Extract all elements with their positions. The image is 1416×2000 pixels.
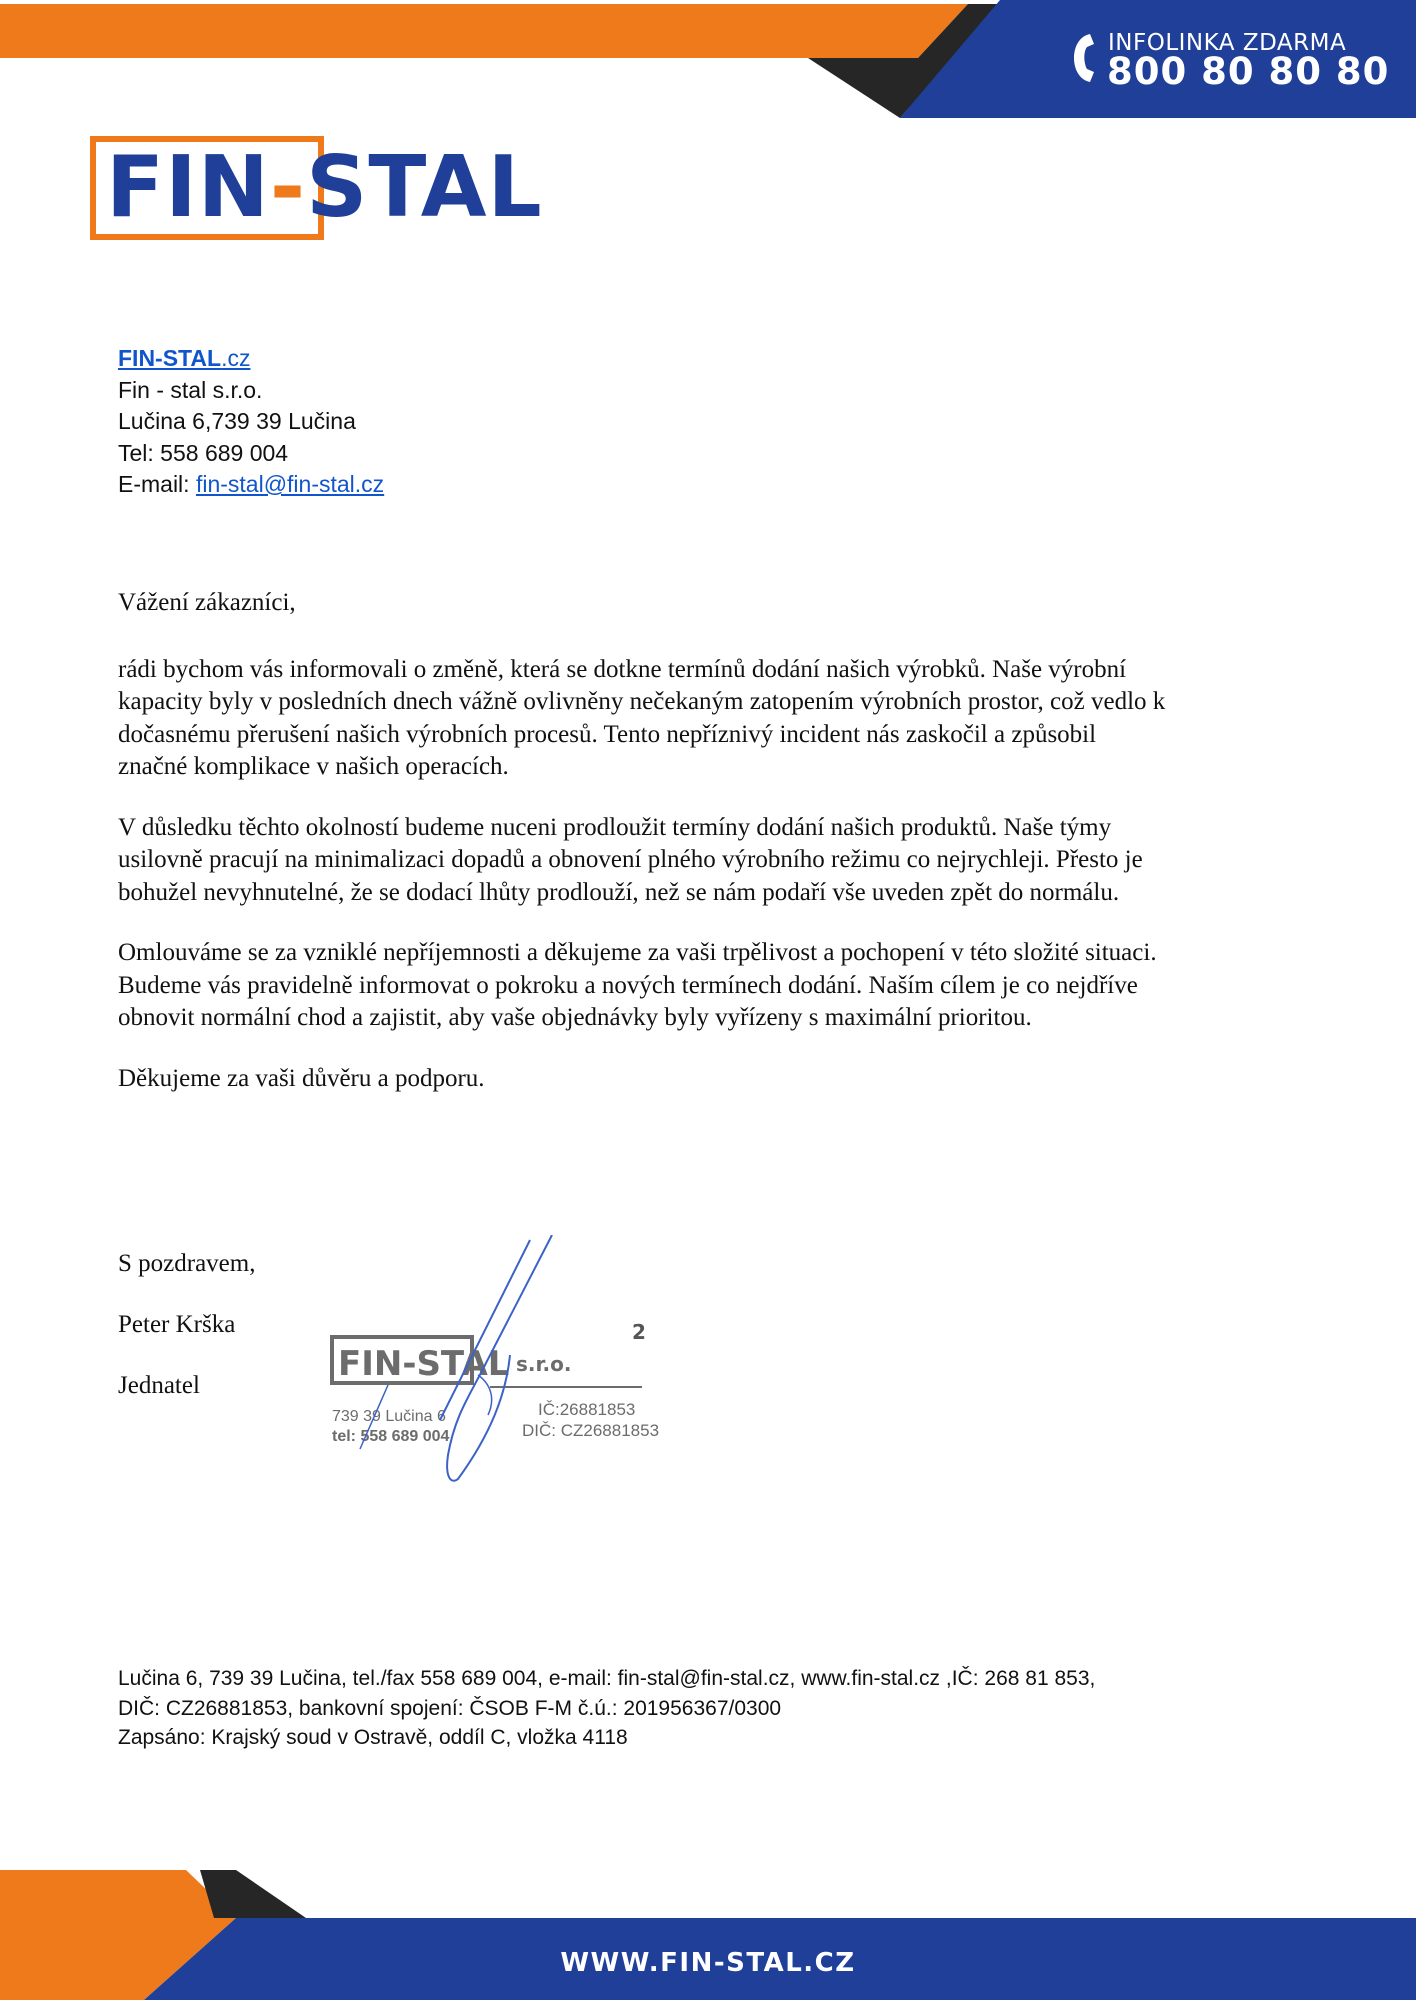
company-logo: FIN-STAL xyxy=(106,138,543,237)
infoline-label: INFOLINKA ZDARMA xyxy=(1108,30,1347,56)
footer-line: Lučina 6, 739 39 Lučina, tel./fax 558 689 004, e-mail: fin-stal@fin-stal.cz, www.fin-stal.cz ,IČ: 268 81 853, xyxy=(118,1667,1096,1690)
footer-line: Zapsáno: Krajský soud v Ostravě, oddíl C, vložka 4118 xyxy=(118,1726,628,1749)
letter-paragraph: Děkujeme za vaši důvěru a podporu. xyxy=(118,1064,485,1092)
letter-paragraph: Omlouváme se za vzniklé nepříjemnosti a děkujeme za vaši trpělivost a pochopení v této složité situaci. Budeme vás pravidelně informovat o pokroku a nových termínech dodání. Naším cílem je co nejdříve obnovit normální chod a zajistit, aby vaše objednávky byly vyřízeny s maximální prioritou. xyxy=(118,939,1157,1031)
letter-paragraph: rádi bychom vás informovali o změně, která se dotkne termínů dodání našich výrobků. Naše výrobní kapacity byly v posledních dnech vážně ovlivněny nečekaným zatopením výrobních prostor, což vedlo k dočasnému přerušení našich výrobních procesů. Tento nepříznivý incident nás zaskočil a způsobil značné komplikace v našich operacích. xyxy=(118,655,1166,780)
svg-text:FIN-STAL: FIN-STAL xyxy=(338,1344,510,1384)
svg-text:DIČ: CZ26881853: DIČ: CZ26881853 xyxy=(522,1421,660,1440)
letter-greeting: Vážení zákazníci, xyxy=(118,589,296,616)
letter-closing: S pozdravem, xyxy=(118,1250,256,1277)
company-phone: Tel: 558 689 004 xyxy=(118,439,289,466)
company-email-link[interactable]: fin-stal@fin-stal.cz xyxy=(195,471,385,497)
footer-info xyxy=(118,1664,1095,1753)
letter-paragraph: V důsledku těchto okolností budeme nuceni prodloužit termíny dodání našich produktů. Naše týmy usilovně pracují na minimalizaci dopadů a obnovení plného výrobního režimu co nejrychleji. Přesto je bohužel nevyhnutelné, že se dodací lhůty prodlouží, než se nám podaří vše uveden zpět do normálu. xyxy=(118,813,1143,906)
footer-website-link[interactable]: WWW.FIN-STAL.CZ xyxy=(560,1948,856,1978)
company-address: Lučina 6,739 39 Lučina xyxy=(118,408,356,434)
signer-role: Jednatel xyxy=(118,1372,200,1399)
company-stamp xyxy=(320,1235,680,1535)
footer-band xyxy=(0,1870,1416,2000)
letter-body xyxy=(118,587,1318,1123)
footer-line: DIČ: CZ26881853, bankovní spojení: ČSOB F-M č.ú.: 201956367/0300 xyxy=(118,1696,782,1720)
svg-text:tel: 558 689 004: tel: 558 689 004 xyxy=(332,1428,450,1445)
svg-text:s.r.o.: s.r.o. xyxy=(516,1352,572,1376)
company-name: Fin - stal s.r.o. xyxy=(118,376,263,403)
company-email-line: E-mail: fin-stal@fin-stal.cz xyxy=(118,471,385,497)
phone-icon xyxy=(1070,32,1098,84)
svg-text:739 39 Lučina 6: 739 39 Lučina 6 xyxy=(332,1408,446,1425)
company-info xyxy=(118,343,384,501)
svg-text:2: 2 xyxy=(632,1320,646,1344)
infoline-number: 800 80 80 80 xyxy=(1107,50,1390,93)
company-website-link[interactable]: FIN-STAL.cz xyxy=(118,345,251,371)
signer-name: Peter Krška xyxy=(118,1311,236,1338)
svg-text:IČ:26881853: IČ:26881853 xyxy=(538,1400,636,1419)
